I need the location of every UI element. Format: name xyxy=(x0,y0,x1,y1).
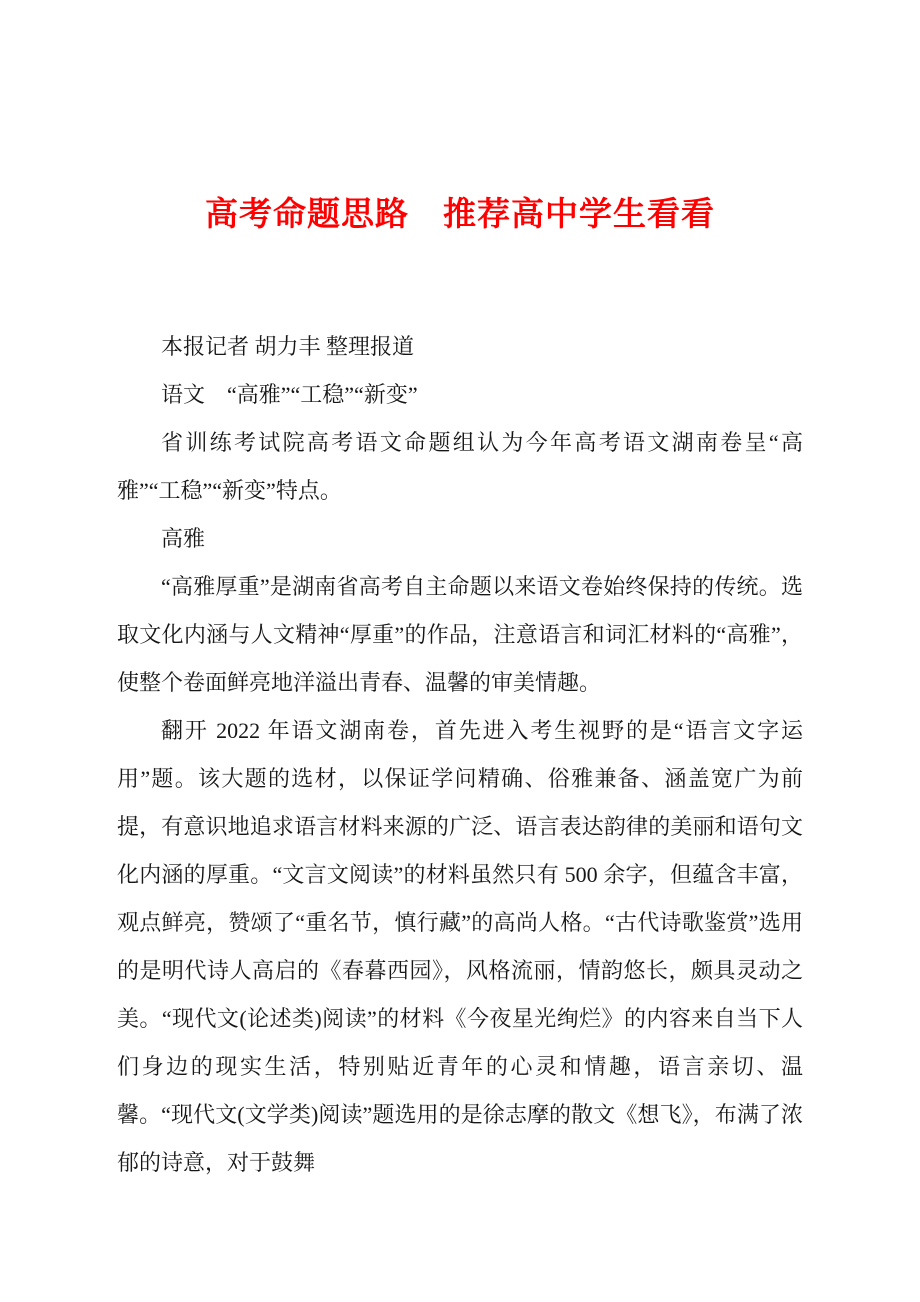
subject-line: 语文 “高雅”“工稳”“新变” xyxy=(161,382,418,407)
paragraph-2022-exam: 翻开 2022 年语文湖南卷，首先进入考生视野的是“语言文字运用”题。该大题的选材，以保证学问精确、俗雅兼备、涵盖宽广为前提，有意识地追求语言材料来源的广泛、语言表达韵律的美丽和语句文化内涵的厚重。“文言文阅读”的材料虽然只有 500 余字，但蕴含丰富，观点鲜亮，赞颂了“重名节，慎行藏”的高尚人格。“古代诗歌鉴赏”选用的是明代诗人高启的《春暮西园》，风格流丽，情韵悠长，颇具灵动之美。“现代文(论述类)阅读”的材料《今夜星光绚烂》的内容来自当下人们身边的现实生活，特别贴近青年的心灵和情趣，语言亲切、温馨。“现代文(文学类)阅读”题选用的是徐志摩的散文《想飞》，布满了浓郁的诗意，对于鼓舞 xyxy=(117,718,803,1175)
intro-paragraph: 省训练考试院高考语文命题组认为今年高考语文湖南卷呈“高雅”“工稳”“新变”特点。 xyxy=(117,430,803,503)
document-title: 高考命题思路 推荐高中学生看看 xyxy=(205,197,715,233)
paragraph-gaoya-tradition: “高雅厚重”是湖南省高考自主命题以来语文卷始终保持的传统。选取文化内涵与人文精神“厚重”的作品，注意语言和词汇材料的“高雅”，使整个卷面鲜亮地洋溢出青春、温馨的审美情趣。 xyxy=(117,574,803,695)
document-body xyxy=(117,323,803,1187)
byline: 本报记者 胡力丰 整理报道 xyxy=(161,334,415,359)
section-heading-gaoya: 高雅 xyxy=(161,526,206,551)
